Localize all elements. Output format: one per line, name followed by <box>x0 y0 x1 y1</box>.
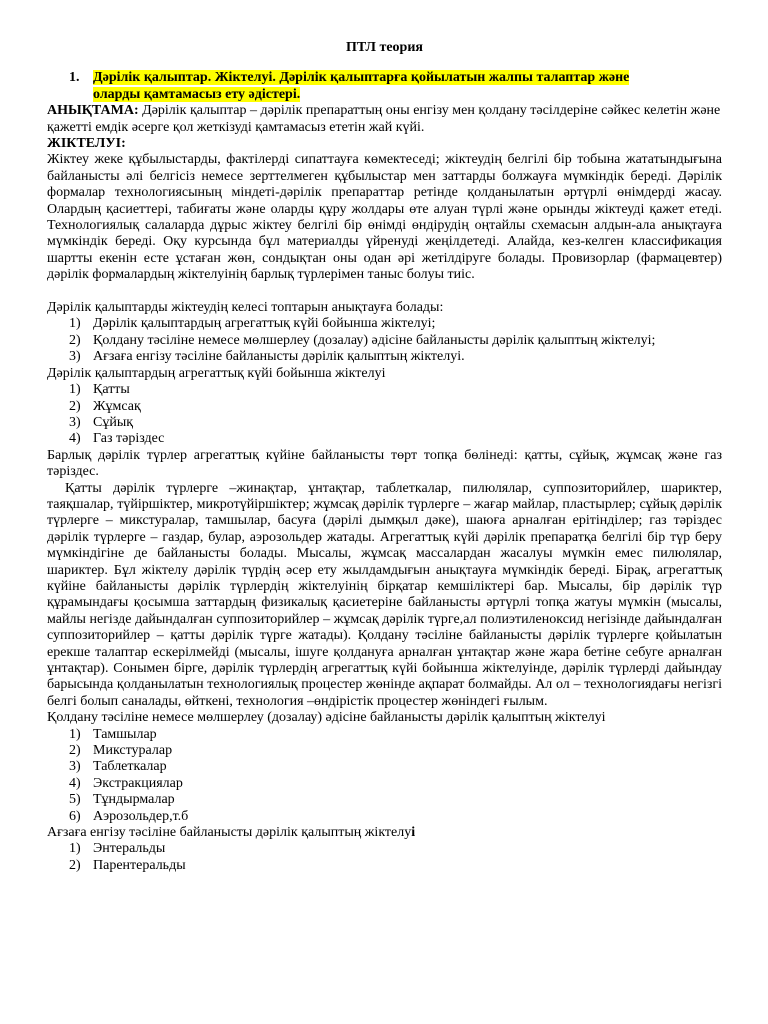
list-item: 2) Парентеральды <box>69 857 186 873</box>
list-item: 4) Газ тәріздес <box>69 431 165 447</box>
dosing-heading: Қолдану тәсіліне немесе мөлшерлеу (дозалау) әдісіне байланысты дәрілік қалыптың жіктелуі <box>47 710 606 726</box>
list-item: 2) Микстуралар <box>69 743 173 759</box>
page-title: ПТЛ теория <box>346 40 423 55</box>
section-heading <box>47 70 722 103</box>
list-item: 5) Тұндырмалар <box>69 792 175 808</box>
aggregate-list <box>47 382 722 448</box>
list-item: 1) Энтеральды <box>69 841 166 857</box>
document-page <box>47 40 722 874</box>
list-item: 2) Жұмсақ <box>69 398 141 414</box>
dosing-list <box>47 727 722 825</box>
groups-intro: Дәрілік қалыптарды жіктеудің келесі топтарын анықтауға болады: <box>47 300 444 316</box>
section-heading-line1: Дәрілік қалыптар. Жіктелуі. Дәрілік қалыптарға қойылатын жалпы талаптар және <box>93 70 630 86</box>
solid-forms-paragraph: Қатты дәрілік түрлерге –жинақтар, ұнтақтар, таблеткалар, пилюлялар, суппозиторийлер, шариктер, таяқшалар, түйіршіктер, микротүйіршіктер; жұмсақ дәрілік түрлерге – жағар майлар, пластырлер; сұйық дәрілік түрлерге – микстуралар, тамшылар, басуға (дәрілі дымқыл дәке), шаюға арналған ерітінділер; газ тәріздес дәрілік түрлерге – газдар, булар, аэрозольдер жатады. Агрегаттық күйі дәрілік препаратқа белгілі бір түр беру мүмкіндігіне де байланысты болады. Мысалы, жұмсақ массалардан жасалуы мүмкін емес пилюлялар, шариктер. Бұл жіктелу дәрілік түрдің әсер ету жылдамдығын анықтауға мүмкіндік береді. Бірақ, агрегаттық күйіне байланысты дәрілік түрлердің жіктелуінің бірқатар кемшіліктері бар. Мысалы, бір дәрілік түр құрамындағы қосымша заттардың физикалық қасиетеріне байланысты әртүрлі топқа жатуы мүмкін (мысалы, майлы негізде дайындалған суппозиторийлер – жұмсақ дәрілік түрге,ал полиэтиленоксид негізінде дайындалған суппозиторийлер – қатты дәрілік түрге жатады). Қолдану тәсіліне байланысты дәрілік түрлерге қойылатын ерекше талаптар ескерілмейді (мысалы, ішуге қолдануға арналған ұнтақтар және жара бетіне себуге арналған ұнтақтар). Сонымен бірге, дәрілік түрлердің агрегаттық күйі бойынша жіктелуінде, дәрілік түрлерді дайындау барысында қолданылатын технологиялық процестер жөнінде ақпарат болмайды. Ал ол – технологиядағы негізгі белгі болып саналады, өйткені, технология –өндірістік процестер жөніндегі ғылым. <box>47 480 722 709</box>
list-item: 1) Тамшылар <box>69 726 157 742</box>
list-item: 1) Қатты <box>69 382 130 398</box>
list-item: 4) Экстракциялар <box>69 775 183 791</box>
route-heading: Ағзаға енгізу тәсіліне байланысты дәрілік қалыптың жіктелуі <box>47 825 416 841</box>
route-list <box>47 841 722 874</box>
blank-line <box>47 284 722 300</box>
classification-label: ЖІКТЕЛУІ: <box>47 136 126 152</box>
list-item: 3) Таблеткалар <box>69 759 167 775</box>
definition-text: Дәрілік қалыптар – дәрілік препараттың оны енгізу мен қолдану тәсілдеріне сәйкес келетін және қажетті емдік әсерге қол жеткізуді қамтамасыз ететін жай күйі. <box>47 103 721 135</box>
section-number: 1. <box>69 70 80 86</box>
list-item: 6) Аэрозольдер,т.б <box>69 808 189 824</box>
classification-paragraph: Жіктеу жеке құбылыстарды, фактілерді сипаттауға көмектеседі; жіктеудің белгілі бір тобына жататындығына байланысты әлі белгісіз немесе зерттелмеген құбылыстар мен заттарды болжауға мүмкіндік береді. Дәрілік формалар технологиясының міндеті-дәрілік препараттар ретінде қолданылатын әртүрлі өнімдерді жасау. Олардың қасиеттері, табиғаты және оларды құру жолдары өте алуан түрлі және орынды жіктеуді қажет етеді. Технологиялық салаларда дұрыс жіктеу белгілі бір өнімді өндірудің оңтайлы схемасын алдын-ала анықтауға мүмкіндік береді. Оқу курсында бұл материалды үйренуді жеңілдетеді. Алайда, кез-келген классификация шартты екенін есте ұстаған жөн, сондықтан оны одан әрі жетілдіруге болады. Провизорлар (фармацевтер) дәрілік формалардың жіктелуінің барлық түрлерімен таныс болуы тиіс. <box>47 152 722 283</box>
definition-label: АНЫҚТАМА: <box>47 103 139 119</box>
groups-list <box>47 316 722 365</box>
aggregate-heading: Дәрілік қалыптардың агрегаттық күйі бойынша жіктелуі <box>47 365 386 381</box>
section-heading-line2: оларды қамтамасыз ету әдістері. <box>93 86 301 102</box>
list-item: 3) Ағзаға енгізу тәсіліне байланысты дәрілік қалыптың жіктелуі. <box>69 349 465 365</box>
list-item: 1) Дәрілік қалыптардың агрегаттық күйі бойынша жіктелуі; <box>69 316 436 332</box>
definition-paragraph <box>47 103 722 136</box>
list-item: 2) Қолдану тәсіліне немесе мөлшерлеу (дозалау) әдісіне байланысты дәрілік қалыптың жіктелуі; <box>69 332 656 348</box>
list-item: 3) Сұйық <box>69 414 134 430</box>
aggregate-summary: Барлық дәрілік түрлер агрегаттық күйіне байланысты төрт топқа бөлінеді: қатты, сұйық, жұмсақ және газ тәріздес. <box>47 447 722 480</box>
